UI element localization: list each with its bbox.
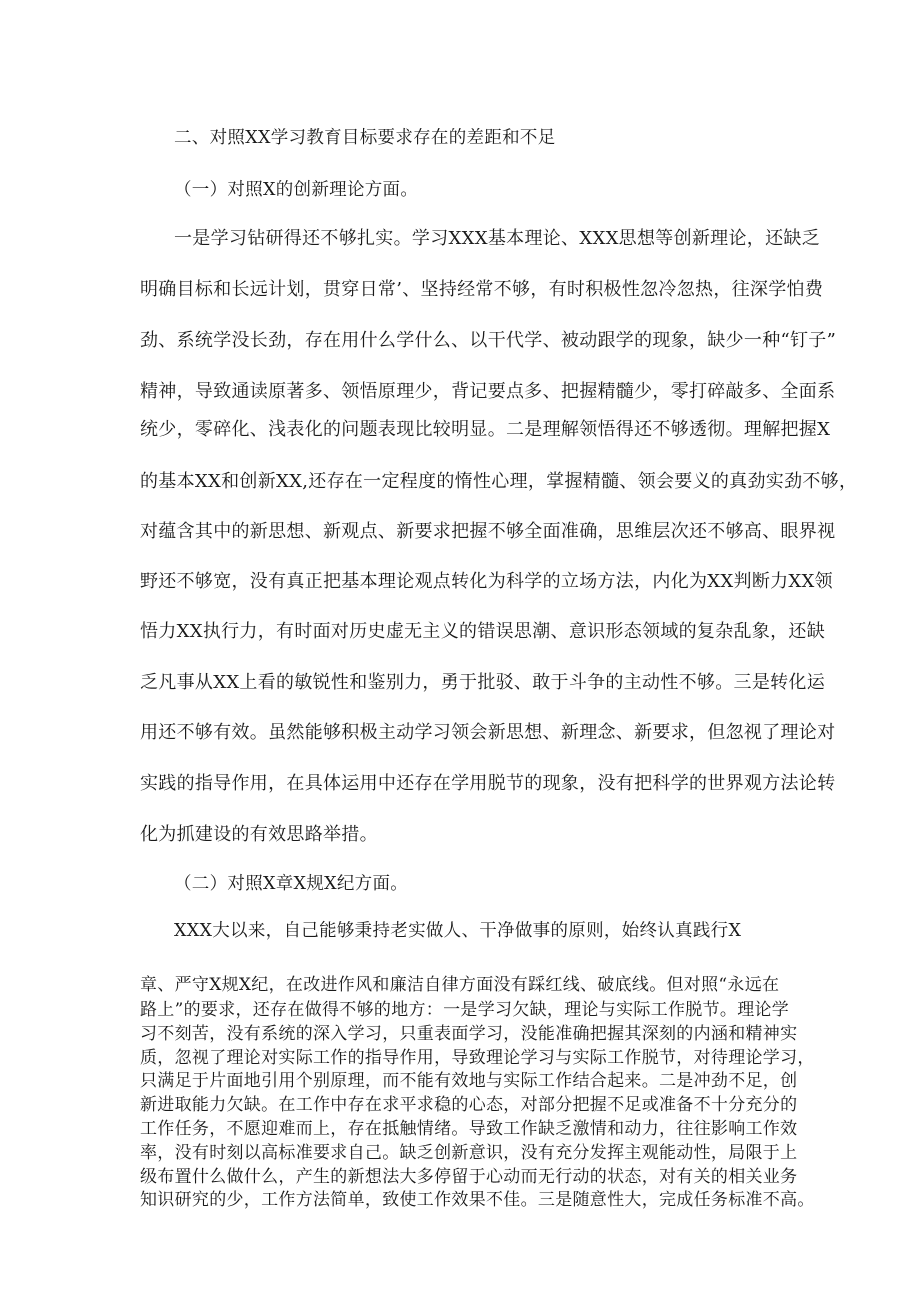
part2-intro: XXX大以来，自己能够秉持老实做人、干净做事的原则，始终认真践行X — [174, 921, 742, 941]
paragraph-line: 统少，零碎化、浅表化的问题表现比较明显。二是理解领悟得还不够透彻。理解把握X — [140, 419, 831, 440]
paragraph-line: 悟力XX执行力，有时面对历史虚无主义的错误思潮、意识形态领域的复杂乱象，还缺 — [140, 621, 826, 642]
paragraph-line: 知识研究的少，工作方法简单，致使工作效果不佳。三是随意性大，完成任务标准不高。 — [140, 1190, 815, 1210]
paragraph-line: 工作任务，不愿迎难而上，存在抵触情绪。导致工作缺乏激情和动力，往往影响工作效 — [140, 1119, 798, 1139]
section-heading: 二、对照XX学习教育目标要求存在的差距和不足 — [174, 128, 556, 148]
part2-heading: （二）对照X章X规X纪方面。 — [174, 874, 409, 894]
paragraph-line: 章、严守X规X纪，在改进作风和廉洁自律方面没有踩红线、破底线。但对照“永远在 — [140, 975, 780, 995]
paragraph-line: 一是学习钻研得还不够扎实。学习XXX基本理论、XXX思想等创新理论，还缺乏 — [174, 228, 820, 249]
paragraph-line: 用还不够有效。虽然能够积极主动学习领会新思想、新理念、新要求，但忽视了理论对 — [140, 722, 836, 743]
paragraph-line: 实践的指导作用，在具体运用中还存在学用脱节的现象，没有把科学的世界观方法论转 — [140, 773, 836, 794]
part1-heading: （一）对照X的创新理论方面。 — [174, 180, 419, 200]
paragraph-line: 对蕴含其中的新思想、新观点、新要求把握不够全面准确，思维层次还不够高、眼界视 — [140, 521, 836, 542]
paragraph-line: 只满足于片面地引用个别原理，而不能有效地与实际工作结合起来。二是冲劲不足，创 — [140, 1071, 798, 1091]
paragraph-line: 明确目标和长远计划，贯穿日常’、坚持经常不够，有时积极性忽冷忽热，往深学怕费 — [140, 279, 824, 300]
paragraph-line: 化为抓建设的有效思路举措。 — [140, 824, 378, 845]
paragraph-line: 率，没有时刻以高标准要求自己。缺乏创新意识，没有充分发挥主观能动性，局限于上 — [140, 1143, 798, 1163]
paragraph-line: 劲、系统学没长劲，存在用什么学什么、以干代学、被动跟学的现象，缺少一种“钉子” — [140, 330, 837, 351]
paragraph-line: 野还不够宽，没有真正把基本理论观点转化为科学的立场方法，内化为XX判断力XX领 — [140, 571, 833, 592]
paragraph-line: 乏凡事从XX上看的敏锐性和鉴别力，勇于批驳、敢于斗争的主动性不够。三是转化运 — [140, 672, 826, 693]
paragraph-line: 路上”的要求，还存在做得不够的地方：一是学习欠缺，理论与实际工作脱节。理论学 — [140, 1000, 790, 1020]
paragraph-line: 习不刻苦，没有系统的深入学习，只重表面学习，没能准确把握其深刻的内涵和精神实 — [140, 1024, 798, 1044]
paragraph-line: 新进取能力欠缺。在工作中存在求平求稳的心态，对部分把握不足或准备不十分充分的 — [140, 1095, 798, 1115]
paragraph-line: 级布置什么做什么，产生的新想法大多停留于心动而无行动的状态，对有关的相关业务 — [140, 1167, 798, 1187]
paragraph-line: 质，忽视了理论对实际工作的指导作用，导致理论学习与实际工作脱节，对待理论学习， — [140, 1048, 815, 1068]
paragraph-line: 的基本XX和创新XX,还存在一定程度的惰性心理，掌握精髓、领会要义的真劲实劲不够， — [140, 471, 858, 492]
paragraph-line: 精神，导致通读原著多、领悟原理少，背记要点多、把握精髓少，零打碎敲多、全面系 — [140, 381, 836, 402]
